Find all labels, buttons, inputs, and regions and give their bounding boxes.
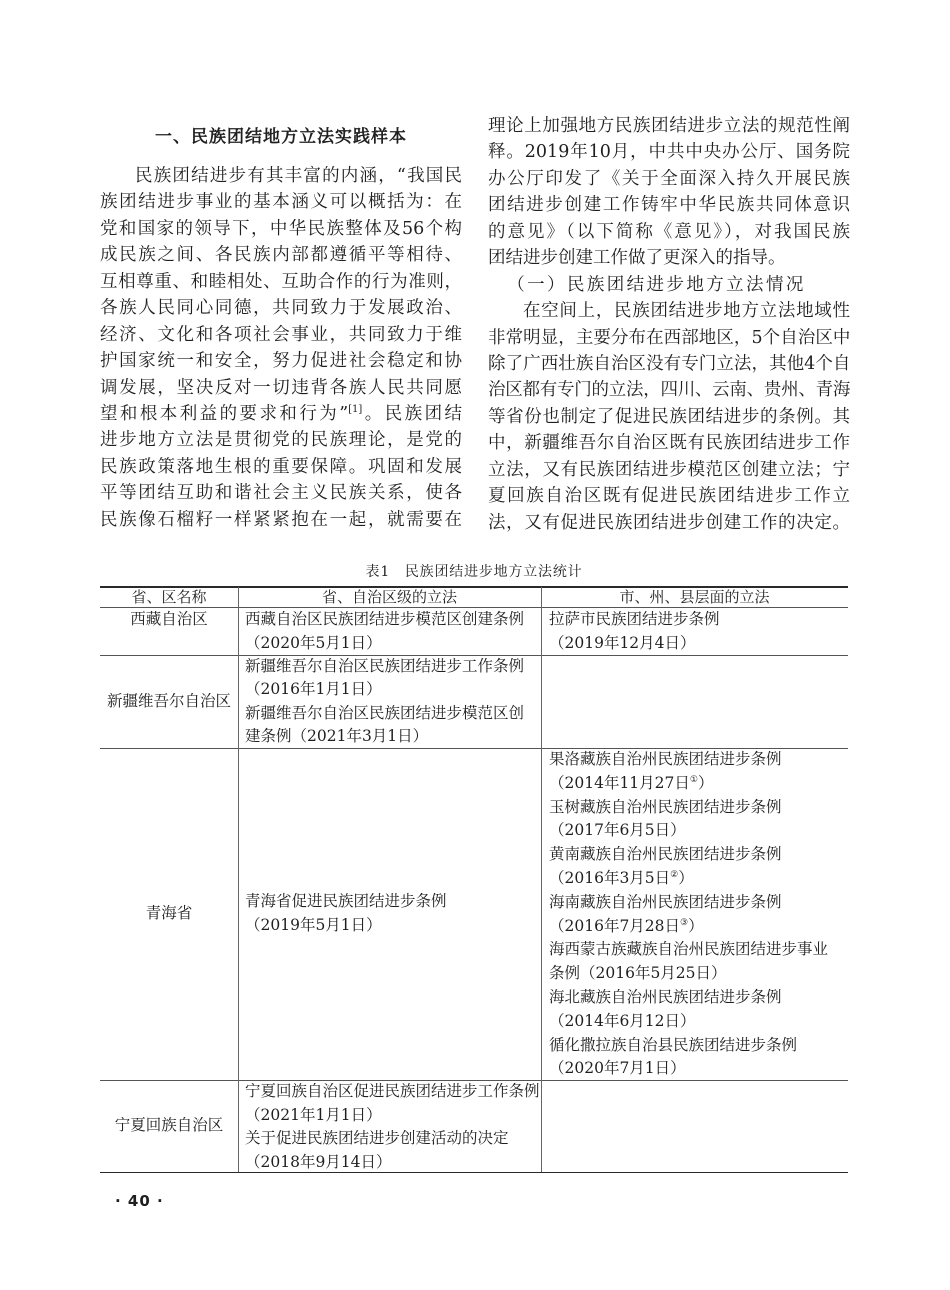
cell-line: 拉萨市民族团结进步条例 bbox=[549, 610, 720, 628]
cell-line: 新疆维吾尔自治区民族团结进步工作条例 bbox=[245, 657, 525, 675]
cell-line: （2017年6月5日） bbox=[549, 821, 686, 840]
cell-line: 循化撒拉族自治县民族团结进步条例 bbox=[549, 1035, 798, 1054]
cell-line bbox=[549, 867, 848, 891]
body-text-line: 中，新疆维吾尔自治区既有民族团结进步工作 bbox=[488, 433, 850, 454]
body-text-line: 调发展，坚决反对一切违背各族人民共同愿 bbox=[100, 377, 462, 398]
body-text-line: 族团结进步事业的基本涵义可以概括为：在 bbox=[100, 192, 462, 213]
body-text-line: 各族人民同心同德，共同致力于发展政治、 bbox=[100, 298, 462, 319]
body-text-line: 办公厅印发了《关于全面深入持久开展民族 bbox=[488, 168, 850, 189]
body-text-line: 立法，又有民族团结进步模范区创建立法；宁 bbox=[488, 459, 850, 480]
body-text-line: 护国家统一和安全，努力促进社会稳定和协 bbox=[100, 351, 462, 372]
cell-line bbox=[549, 772, 848, 796]
body-text-line: 理论上加强地方民族团结进步立法的规范性阐 bbox=[488, 116, 850, 136]
section-heading: 一、民族团结地方立法实践样本 bbox=[155, 127, 407, 147]
date-text: （2016年7月28日 bbox=[549, 916, 681, 935]
cell-line: 宁夏回族自治区促进民族团结进步工作条例 bbox=[245, 1082, 540, 1100]
cell-line: 玉树藏族自治州民族团结进步条例 bbox=[549, 797, 782, 816]
cell-line: （2014年6月12日） bbox=[549, 1011, 696, 1030]
date-text: ） bbox=[697, 773, 714, 792]
date-text: ） bbox=[678, 868, 694, 887]
table-cell-provincial bbox=[238, 1080, 541, 1172]
body-text-line: 进步地方立法是贯彻党的民族理论，是党的 bbox=[100, 430, 462, 451]
table-cell-region bbox=[100, 1080, 238, 1172]
body-text-line: 平等团结互助和谐社会主义民族关系，使各 bbox=[100, 483, 462, 504]
body-text-line: 非常明显，主要分布在西部地区，5个自治区中 bbox=[488, 327, 850, 348]
table-header-local: 市、州、县层面的立法 bbox=[619, 588, 770, 606]
right-column bbox=[488, 113, 850, 536]
cell-line: （2019年5月1日） bbox=[245, 916, 382, 934]
date-text: （2016年3月5日 bbox=[549, 868, 671, 887]
body-text-line: 的意见》（以下简称《意见》），对我国民族 bbox=[488, 221, 850, 242]
region-name: 青海省 bbox=[145, 904, 193, 923]
cell-line: 黄南藏族自治州民族团结进步条例 bbox=[549, 845, 782, 864]
body-text-line: 党和国家的领导下，中华民族整体及56个构 bbox=[100, 218, 462, 239]
cell-line: 建条例（2021年3月1日） bbox=[245, 726, 429, 745]
cell-line: 西藏自治区民族团结进步模范区创建条例 bbox=[245, 610, 525, 628]
footnote-marker: ① bbox=[689, 774, 698, 785]
cell-line bbox=[549, 915, 848, 939]
table-header-provincial: 省、自治区级的立法 bbox=[321, 588, 457, 606]
table-cell-provincial bbox=[238, 655, 541, 748]
date-text: （2014年11月27日 bbox=[549, 773, 690, 792]
cell-line: （2016年1月1日） bbox=[245, 680, 382, 699]
footnote-marker: ② bbox=[670, 869, 679, 880]
cell-line: 新疆维吾尔自治区民族团结进步模范区创 bbox=[245, 703, 525, 722]
subsection-heading: （一）民族团结进步地方立法情况 bbox=[507, 274, 806, 295]
cell-line: 海西蒙古族藏族自治州民族团结进步事业 bbox=[549, 940, 829, 959]
region-name: 新疆维吾尔自治区 bbox=[106, 691, 231, 710]
table-cell-region: 西藏自治区 bbox=[130, 610, 208, 628]
table-cell-provincial bbox=[238, 607, 541, 655]
body-text-line: 团结进步创建工作做了更深入的指导。 bbox=[488, 248, 786, 269]
table-cell-provincial bbox=[238, 748, 541, 1080]
citation-marker: [1] bbox=[348, 403, 363, 415]
body-text-line: 民族像石榴籽一样紧紧抱在一起，就需要在 bbox=[100, 509, 462, 530]
cell-line: 关于促进民族团结进步创建活动的决定 bbox=[245, 1129, 509, 1148]
cell-line: （2019年12月4日） bbox=[549, 634, 696, 652]
body-text-line: 民族政策落地生根的重要保障。巩固和发展 bbox=[100, 456, 462, 477]
cell-line: 条例（2016年5月25日） bbox=[549, 964, 727, 983]
cell-line: （2020年5月1日） bbox=[245, 634, 382, 652]
table-cell-local bbox=[541, 607, 848, 655]
body-text-line: 法，又有促进民族团结进步创建工作的决定。 bbox=[488, 512, 850, 533]
body-text-line: 治区都有专门的立法，四川、云南、贵州、青海 bbox=[488, 380, 850, 401]
body-text-line: 经济、文化和各项社会事业，共同致力于维 bbox=[100, 324, 462, 345]
left-column-paragraph bbox=[100, 163, 462, 533]
body-text-line bbox=[100, 401, 462, 427]
body-text-line: 等省份也制定了促进民族团结进步的条例。其 bbox=[488, 406, 850, 427]
body-text-line: 团结进步创建工作铸牢中华民族共同体意识 bbox=[488, 195, 850, 216]
cell-line: 海南藏族自治州民族团结进步条例 bbox=[549, 892, 782, 911]
region-name: 宁夏回族自治区 bbox=[114, 1116, 224, 1135]
date-text: ） bbox=[688, 916, 704, 935]
page-number: · 40 · bbox=[115, 1192, 164, 1210]
table-header-region: 省、区名称 bbox=[131, 588, 207, 606]
cell-line: （2021年1月1日） bbox=[245, 1105, 382, 1124]
body-text-line: 释。2019年10月，中共中央办公厅、国务院 bbox=[488, 142, 850, 163]
body-text-span: 望和根本利益的要求和行为” bbox=[100, 403, 349, 424]
footnote-marker: ③ bbox=[680, 917, 689, 928]
table-cell-region bbox=[100, 655, 238, 748]
table-cell-local bbox=[541, 748, 848, 1080]
body-text-span: 。民族团结 bbox=[362, 403, 462, 424]
table-caption: 表1 民族团结进步地方立法统计 bbox=[365, 564, 583, 580]
body-text-line: 互相尊重、和睦相处、互助合作的行为准则， bbox=[100, 271, 462, 292]
body-text-line: 成民族之间、各民族内部都遵循平等相待、 bbox=[100, 245, 462, 266]
body-text-line: 除了广西壮族自治区没有专门立法，其他4个自 bbox=[488, 353, 850, 374]
body-text-line: 民族团结进步有其丰富的内涵，“我国民 bbox=[135, 166, 462, 186]
cell-line: （2020年7月1日） bbox=[549, 1059, 686, 1078]
table-cell-region bbox=[100, 748, 238, 1080]
cell-line: 海北藏族自治州民族团结进步条例 bbox=[549, 987, 782, 1006]
body-text-line: 在空间上，民族团结进步地方立法地域性 bbox=[523, 301, 850, 322]
cell-line: （2018年9月14日） bbox=[245, 1152, 392, 1171]
cell-line: 果洛藏族自治州民族团结进步条例 bbox=[549, 750, 782, 768]
body-text-line: 夏回族自治区既有促进民族团结进步工作立 bbox=[488, 486, 850, 507]
cell-line: 青海省促进民族团结进步条例 bbox=[245, 892, 447, 911]
